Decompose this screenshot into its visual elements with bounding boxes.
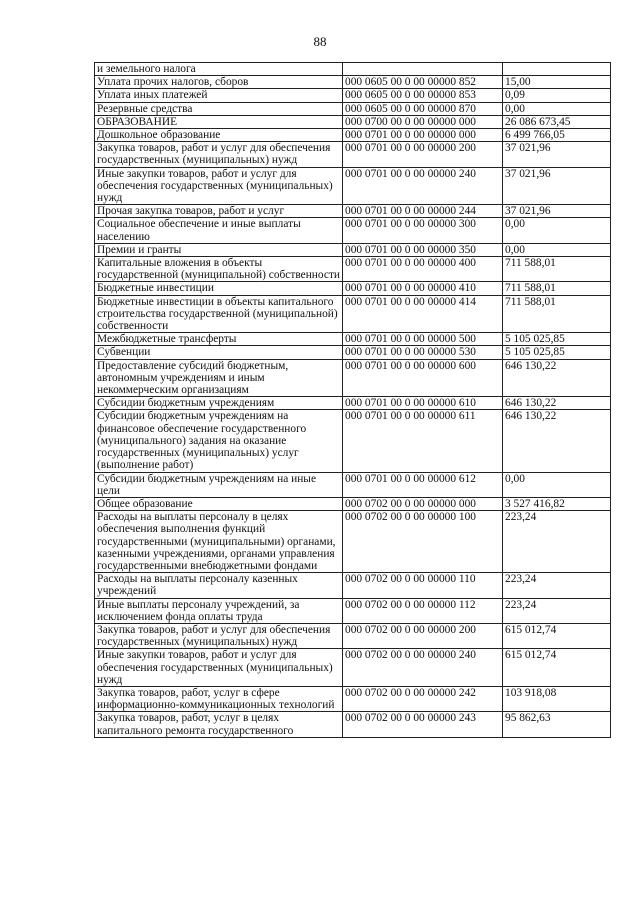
table-row [95,397,611,410]
expense-name-cell: Бюджетные инвестиции в объекты капитального строительства государственной (муниципальной) собственности [95,295,343,333]
amount-cell: 5 105 025,85 [503,333,611,346]
page-number: 88 [313,34,327,49]
expense-name-cell: Социальное обеспечение и иные выплаты населению [95,218,343,243]
table-row [95,76,611,89]
table-row [95,511,611,573]
amount-cell: 15,00 [503,76,611,89]
expense-name-cell: Субсидии бюджетным учреждениям на иные цели [95,472,343,497]
budget-code-cell: 000 0701 00 0 00 00000 300 [343,218,503,243]
expense-name-cell: Субсидии бюджетным учреждениям [95,397,343,410]
budget-code-cell: 000 0702 00 0 00 00000 000 [343,497,503,510]
amount-cell: 223,24 [503,573,611,598]
amount-cell: 646 130,22 [503,359,611,397]
budget-code-cell: 000 0701 00 0 00 00000 500 [343,333,503,346]
expense-name-cell: Субвенции [95,346,343,359]
budget-code-cell: 000 0701 00 0 00 00000 240 [343,167,503,205]
table-row [95,333,611,346]
amount-cell: 0,00 [503,102,611,115]
table-row [95,257,611,282]
table-row [95,295,611,333]
table-row [95,346,611,359]
table-row [95,472,611,497]
table-row [95,218,611,243]
amount-cell: 95 862,63 [503,712,611,737]
amount-cell: 0,00 [503,243,611,256]
table-row [95,243,611,256]
expense-name-cell: Резервные средства [95,102,343,115]
expense-name-cell: ОБРАЗОВАНИЕ [95,115,343,128]
budget-code-cell: 000 0605 00 0 00 00000 853 [343,89,503,102]
budget-code-cell: 000 0702 00 0 00 00000 112 [343,598,503,623]
expense-name-cell: Бюджетные инвестиции [95,282,343,295]
budget-code-cell: 000 0605 00 0 00 00000 870 [343,102,503,115]
table-row [95,167,611,205]
table-row [95,497,611,510]
amount-cell: 646 130,22 [503,397,611,410]
amount-cell: 0,00 [503,472,611,497]
table-row [95,115,611,128]
table-body [95,63,611,738]
amount-cell: 103 918,08 [503,686,611,711]
budget-code-cell: 000 0702 00 0 00 00000 242 [343,686,503,711]
budget-code-cell: 000 0701 00 0 00 00000 530 [343,346,503,359]
amount-cell: 711 588,01 [503,295,611,333]
budget-code-cell: 000 0701 00 0 00 00000 410 [343,282,503,295]
table-row [95,410,611,472]
expense-name-cell: Прочая закупка товаров, работ и услуг [95,205,343,218]
amount-cell: 37 021,96 [503,142,611,167]
amount-cell [503,63,611,76]
expense-name-cell: и земельного налога [95,63,343,76]
expense-name-cell: Иные закупки товаров, работ и услуг для обеспечения государственных (муниципальных) нужд [95,167,343,205]
amount-cell: 711 588,01 [503,282,611,295]
table-row [95,649,611,687]
table-row [95,623,611,648]
amount-cell: 6 499 766,05 [503,129,611,142]
amount-cell: 711 588,01 [503,257,611,282]
table-row [95,573,611,598]
amount-cell: 5 105 025,85 [503,346,611,359]
expense-name-cell: Капитальные вложения в объекты государственной (муниципальной) собственности [95,257,343,282]
budget-code-cell [343,63,503,76]
table-row [95,129,611,142]
amount-cell: 615 012,74 [503,623,611,648]
budget-code-cell: 000 0701 00 0 00 00000 611 [343,410,503,472]
amount-cell: 223,24 [503,598,611,623]
budget-code-cell: 000 0701 00 0 00 00000 612 [343,472,503,497]
amount-cell: 646 130,22 [503,410,611,472]
table-row [95,598,611,623]
budget-table [94,62,611,738]
table-row [95,282,611,295]
expense-name-cell: Общее образование [95,497,343,510]
amount-cell: 37 021,96 [503,167,611,205]
expense-name-cell: Уплата иных платежей [95,89,343,102]
expense-name-cell: Дошкольное образование [95,129,343,142]
expense-name-cell: Закупка товаров, работ, услуг в сфере информационно-коммуникационных технологий [95,686,343,711]
expense-name-cell: Закупка товаров, работ и услуг для обеспечения государственных (муниципальных) нужд [95,142,343,167]
amount-cell: 3 527 416,82 [503,497,611,510]
table-row [95,89,611,102]
budget-code-cell: 000 0701 00 0 00 00000 000 [343,129,503,142]
budget-code-cell: 000 0701 00 0 00 00000 200 [343,142,503,167]
table-row [95,686,611,711]
table-row [95,63,611,76]
expense-name-cell: Закупка товаров, работ и услуг для обеспечения государственных (муниципальных) нужд [95,623,343,648]
budget-code-cell: 000 0702 00 0 00 00000 200 [343,623,503,648]
budget-code-cell: 000 0701 00 0 00 00000 600 [343,359,503,397]
expense-name-cell: Закупка товаров, работ, услуг в целях капитального ремонта государственного [95,712,343,737]
amount-cell: 223,24 [503,511,611,573]
expense-name-cell: Иные выплаты персоналу учреждений, за исключением фонда оплаты труда [95,598,343,623]
expense-name-cell: Уплата прочих налогов, сборов [95,76,343,89]
expense-name-cell: Субсидии бюджетным учреждениям на финансовое обеспечение государственного (муниципального) задания на оказание государственных (муниципальных) услуг (выполнение работ) [95,410,343,472]
expense-name-cell: Премии и гранты [95,243,343,256]
budget-code-cell: 000 0702 00 0 00 00000 110 [343,573,503,598]
budget-code-cell: 000 0605 00 0 00 00000 852 [343,76,503,89]
expense-name-cell: Предоставление субсидий бюджетным, автономным учреждениям и иным некоммерческим организациям [95,359,343,397]
budget-code-cell: 000 0701 00 0 00 00000 400 [343,257,503,282]
table-row [95,142,611,167]
amount-cell: 37 021,96 [503,205,611,218]
expense-name-cell: Иные закупки товаров, работ и услуг для обеспечения государственных (муниципальных) нужд [95,649,343,687]
table-row [95,712,611,737]
budget-code-cell: 000 0702 00 0 00 00000 100 [343,511,503,573]
budget-code-cell: 000 0701 00 0 00 00000 414 [343,295,503,333]
table-row [95,205,611,218]
budget-code-cell: 000 0701 00 0 00 00000 244 [343,205,503,218]
table-row [95,359,611,397]
expense-name-cell: Межбюджетные трансферты [95,333,343,346]
budget-code-cell: 000 0701 00 0 00 00000 610 [343,397,503,410]
budget-code-cell: 000 0701 00 0 00 00000 350 [343,243,503,256]
expense-name-cell: Расходы на выплаты персоналу казенных учреждений [95,573,343,598]
table-row [95,102,611,115]
expense-name-cell: Расходы на выплаты персоналу в целях обеспечения выполнения функций государственными (муниципальными) органами, казенными учреждениями, органами управления государственными внебюджетными фондами [95,511,343,573]
amount-cell: 0,09 [503,89,611,102]
budget-code-cell: 000 0700 00 0 00 00000 000 [343,115,503,128]
amount-cell: 615 012,74 [503,649,611,687]
amount-cell: 26 086 673,45 [503,115,611,128]
budget-code-cell: 000 0702 00 0 00 00000 243 [343,712,503,737]
budget-code-cell: 000 0702 00 0 00 00000 240 [343,649,503,687]
amount-cell: 0,00 [503,218,611,243]
